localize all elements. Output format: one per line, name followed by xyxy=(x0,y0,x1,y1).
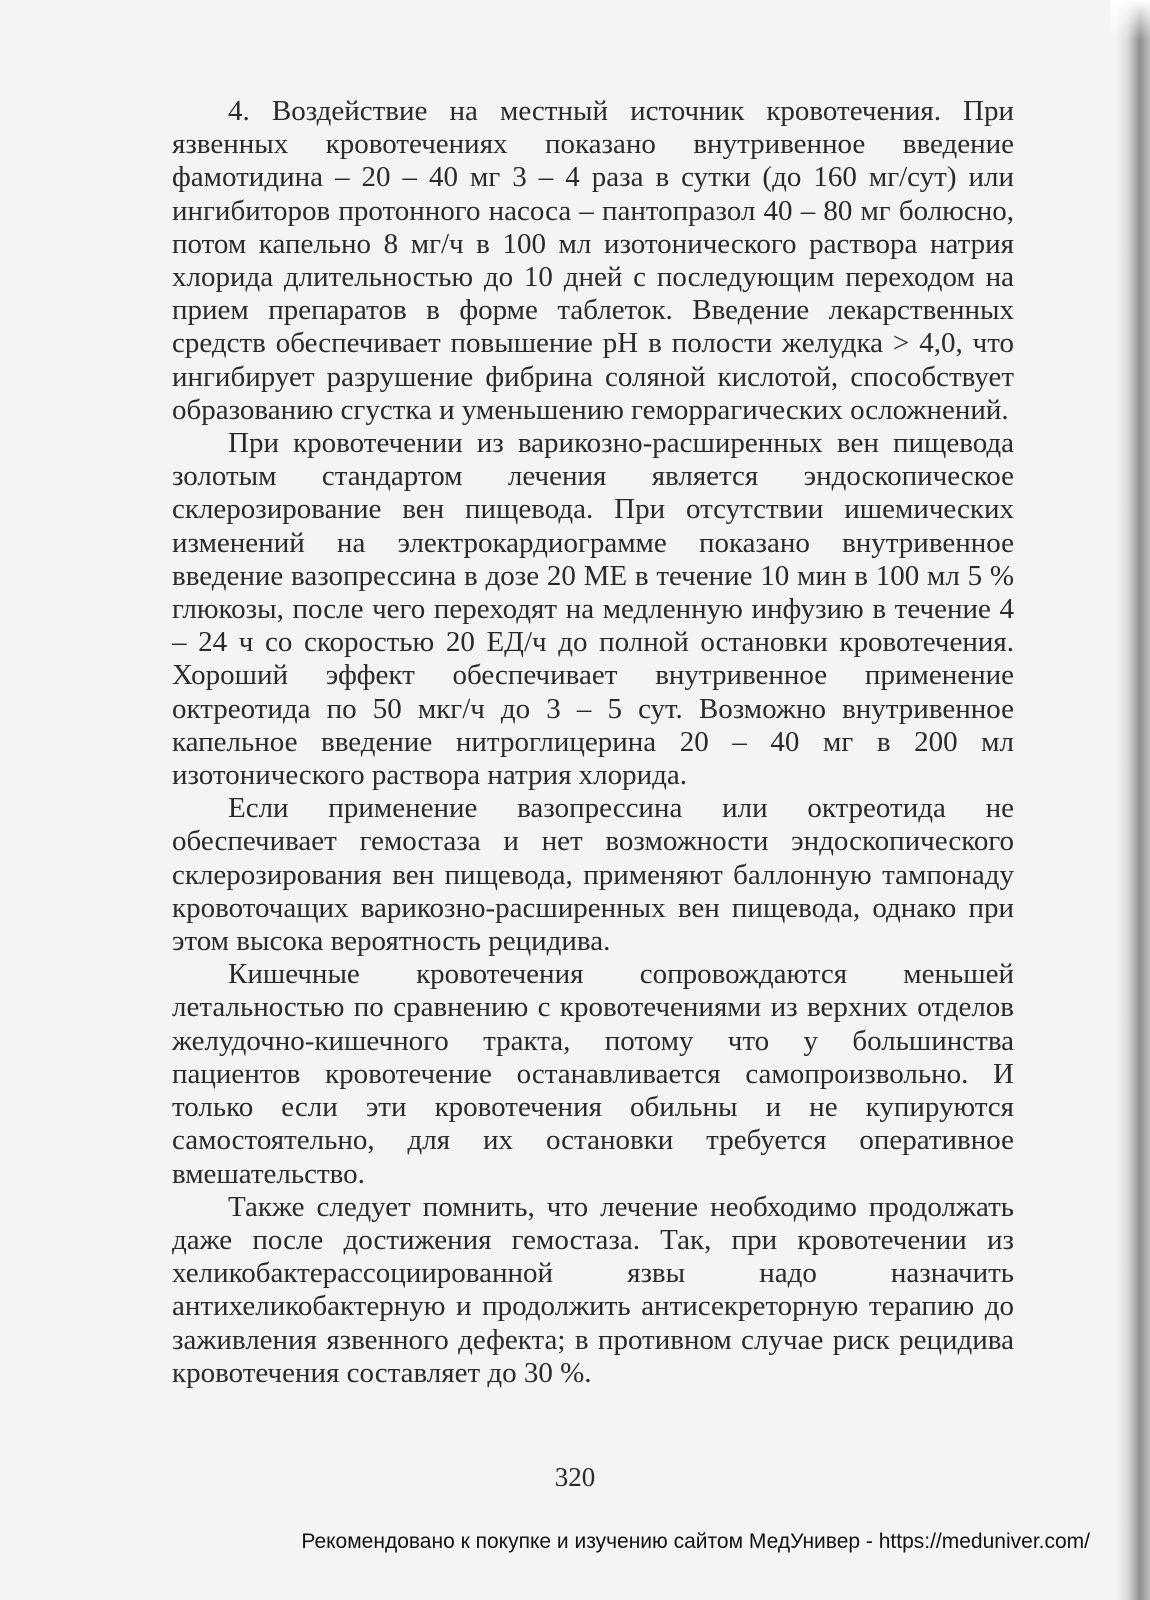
page-number: 320 xyxy=(554,1462,596,1492)
page-edge-shadow xyxy=(1116,0,1150,1600)
footer-recommendation: Рекомендовано к покупке и изучению сайтом МедУнивер - https://meduniver.com/ xyxy=(301,1530,1090,1553)
page-edge-highlight xyxy=(1110,0,1150,40)
paragraph-intestinal-bleeding: Кишечные кровотечения сопровождаются меньшей летальностью по сравнению с кровотечениями из верхних отделов желудочно-кишечного тракта, потому что у большинства пациентов кровотечение останавливается самопроизвольно. И только если эти кровотечения обильны и не купируются самостоятельно, для их остановки требуется оперативное вмешательство. xyxy=(172,958,1014,1190)
body-text xyxy=(172,95,1014,1390)
paragraph-continued-treatment: Также следует помнить, что лечение необходимо продолжать даже после достижения гемостаза. Так, при кровотечении из хеликобактерассоциированной язвы надо назначить антихеликобактерную и продолжить антисекреторную терапию до заживления язвенного дефекта; в противном случае риск рецидива кровотечения составляет до 30 %. xyxy=(172,1190,1014,1389)
paragraph-local-source: 4. Воздействие на местный источник кровотечения. При язвенных кровотечениях показано внутривенное введение фамотидина – 20 – 40 мг 3 – 4 раза в сутки (до 160 мг/сут) или ингибиторов протонного насоса – пантопразол 40 – 80 мг болюсно, потом капельно 8 мг/ч в 100 мл изотонического раствора натрия хлорида длительностью до 10 дней с последующим переходом на прием препаратов в форме таблеток. Введение лекарственных средств обеспечивает повышение pH в полости желудка > 4,0, что ингибирует разрушение фибрина соляной кислотой, способствует образованию сгустка и уменьшению геморрагических осложнений. xyxy=(172,95,1014,426)
paragraph-balloon-tamponade: Если применение вазопрессина или октреотида не обеспечивает гемостаза и нет возможности эндоскопического склерозирования вен пищевода, применяют баллонную тампонаду кровоточащих варикозно-расширенных вен пищевода, однако при этом высока вероятность рецидива. xyxy=(172,792,1014,958)
paragraph-varicose-veins: При кровотечении из варикозно-расширенных вен пищевода золотым стандартом лечения является эндоскопическое склерозирование вен пищевода. При отсутствии ишемических изменений на электрокардиограмме показано внутривенное введение вазопрессина в дозе 20 МЕ в течение 10 мин в 100 мл 5 % глюкозы, после чего переходят на медленную инфузию в течение 4 – 24 ч со скоростью 20 ЕД/ч до полной остановки кровотечения. Хороший эффект обеспечивает внутривенное применение октреотида по 50 мкг/ч до 3 – 5 сут. Возможно внутривенное капельное введение нитроглицерина 20 – 40 мг в 200 мл изотонического раствора натрия хлорида. xyxy=(172,427,1014,792)
